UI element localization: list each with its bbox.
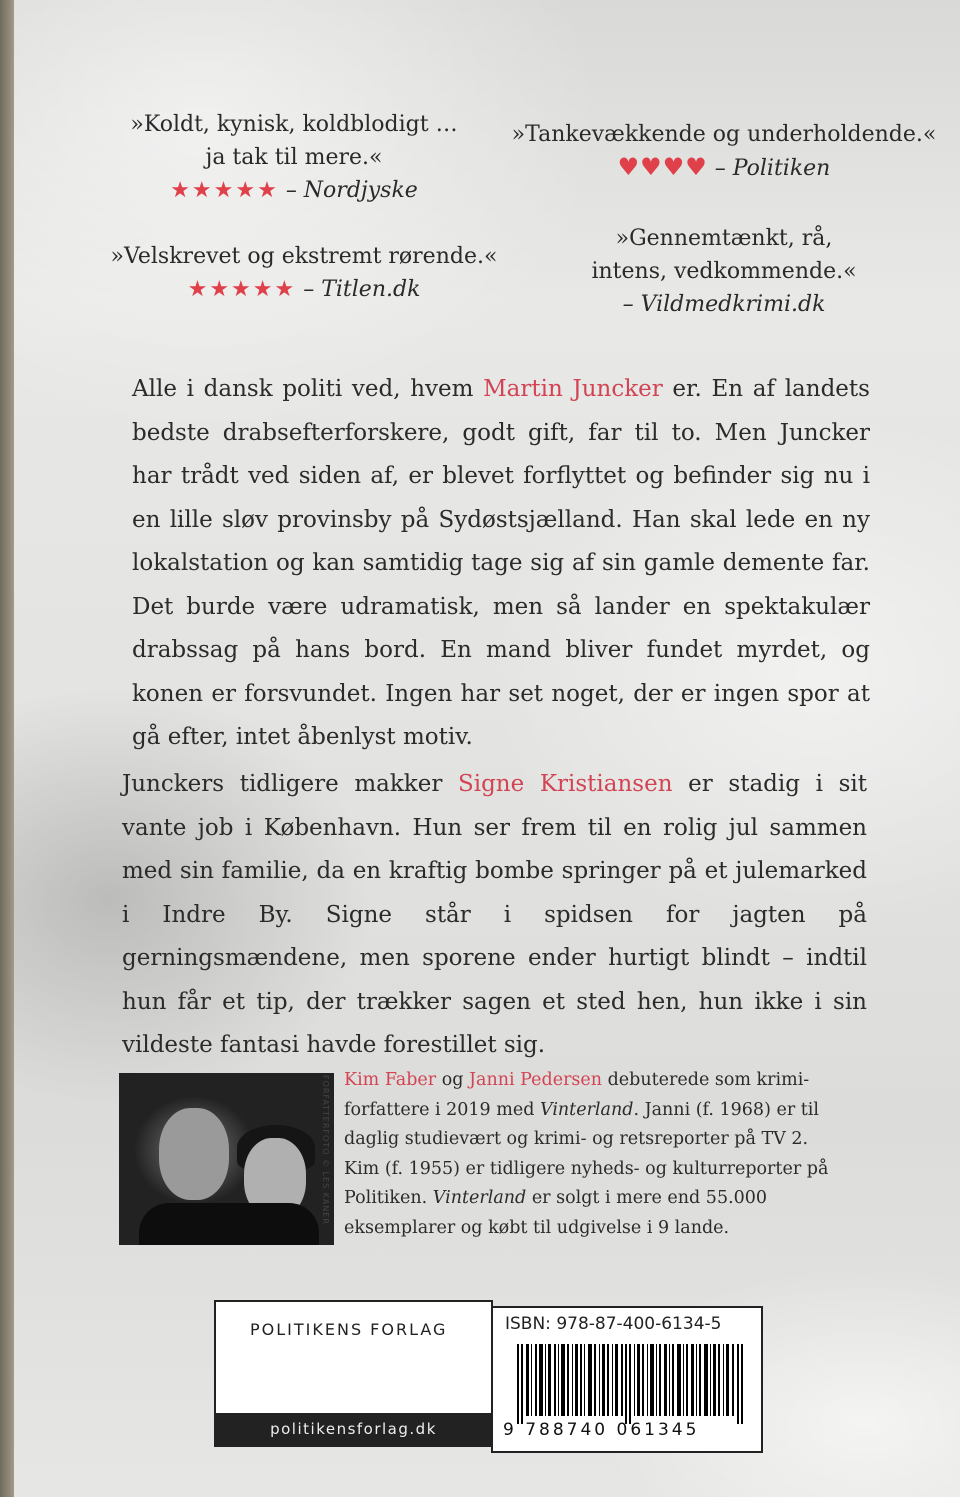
- author-bio: [344, 1066, 844, 1243]
- star-rating-icon: ★★★★★: [170, 178, 279, 203]
- blurb-text: er stadig i sit vante job i København. Hun ser frem til en rolig jul sammen med sin familie, da en kraftig bombe springer på et julemarked i Indre By. Signe står i spidsen for jagten på gerningsmændene, men sporene ender hurtigt blindt – indtil hun får et tip, der trækker sagen et sted hen, hun ikke i sin vildeste fantasi havde forestillet sig.: [122, 771, 868, 1058]
- publisher-name: POLITIKENS FORLAG: [250, 1320, 448, 1339]
- blurb-text: Alle i dansk politi ved, hvem: [132, 376, 484, 402]
- blurb-text: Junckers tidligere makker: [122, 771, 458, 797]
- barcode-digits: 9 788740 061345: [503, 1420, 700, 1440]
- bio-text: . Janni (f. 1968) er til daglig studievært og krimi- og retsreporter på TV 2. Kim (f. 1955) er tidligere nyheds- og kulturreporter på Politiken.: [344, 1099, 829, 1208]
- publisher-box: [214, 1300, 493, 1447]
- quote-text: »Gennemtænkt, rå,: [615, 226, 833, 251]
- bio-text: og: [436, 1070, 470, 1090]
- author-photo: [119, 1073, 334, 1245]
- blurb-paragraph-1: [132, 368, 870, 760]
- review-quote-nordjyske: [114, 108, 474, 207]
- book-title: Vinterland: [432, 1188, 527, 1208]
- publisher-url: politikensforlag.dk: [216, 1413, 491, 1445]
- review-quote-politiken: [509, 118, 939, 185]
- quote-source: – Politiken: [714, 156, 831, 181]
- quote-text: intens, vedkommende.«: [591, 259, 857, 284]
- blurb-text: er. En af landets bedste drabsefterforskere, godt gift, far til to. Men Juncker har trådt ved siden af, er blevet forflyttet og befinder sig nu i en lille sløv provinsby på Sydøstsjælland. Han skal lede en ny lokalstation og kan samtidig tage sig af sin gamle demente far. Det burde være udramatisk, men så lander en spektakulær drabssag på hans bord. En mand bliver fundet myrdet, og konen er forsvundet. Ingen har set noget, der er ingen spor at gå efter, intet åbenlyst motiv.: [132, 376, 870, 750]
- blurb-paragraph-2: [122, 763, 867, 1068]
- character-name-highlight: Signe Kristiansen: [457, 771, 673, 797]
- quote-text: »Koldt, kynisk, koldblodigt …: [130, 112, 458, 137]
- bio-text: er solgt i mere end 55.000 eksemplarer og købt til udgivelse i 9 lande.: [344, 1188, 768, 1238]
- author-name: Janni Pedersen: [469, 1070, 603, 1090]
- bio-text: debuterede som krimi-forfattere i 2019 med: [344, 1070, 810, 1120]
- quote-text: »Tankevækkende og underholdende.«: [511, 122, 937, 147]
- quote-text: »Velskrevet og ekstremt rørende.«: [110, 244, 498, 269]
- photo-credit: FORFATTERFOTO © LES KANER: [321, 1075, 330, 1225]
- isbn-label: ISBN: 978-87-400-6134-5: [505, 1314, 722, 1334]
- quote-text: ja tak til mere.«: [205, 145, 383, 170]
- book-title: Vinterland: [539, 1099, 634, 1120]
- heart-rating-icon: ♥♥♥♥: [617, 153, 708, 181]
- star-rating-icon: ★★★★★: [187, 277, 297, 302]
- review-quote-titlen: [109, 240, 499, 306]
- review-quote-vildmedkrimi: [574, 222, 874, 321]
- book-back-cover: [14, 0, 960, 1497]
- character-name-highlight: Martin Juncker: [483, 376, 663, 402]
- quote-source: – Nordjyske: [285, 178, 418, 203]
- barcode-icon: [517, 1344, 745, 1424]
- isbn-box: [491, 1306, 763, 1453]
- quote-source: – Titlen.dk: [303, 277, 421, 302]
- author-name: Kim Faber: [344, 1070, 437, 1090]
- quote-source: – Vildmedkrimi.dk: [622, 292, 826, 317]
